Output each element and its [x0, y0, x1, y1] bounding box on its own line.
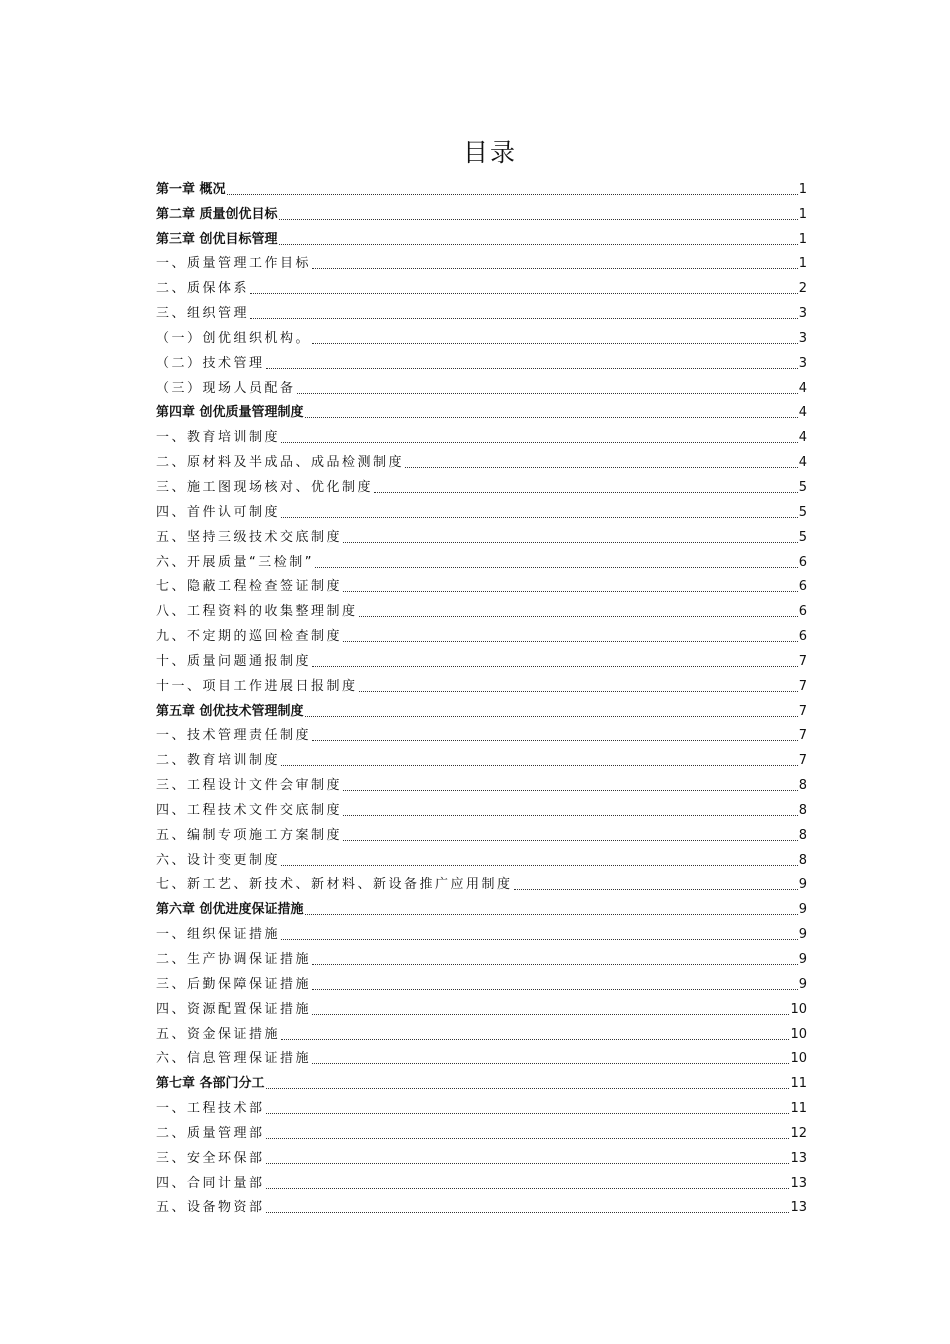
toc-chapter-entry[interactable] [156, 1068, 807, 1093]
toc-page-number: 12 [790, 1125, 807, 1141]
toc-entry-label: 第四章 创优质量管理制度 [156, 405, 304, 421]
toc-leader-dots [343, 839, 798, 841]
toc-leader-dots [312, 1013, 789, 1015]
toc-chapter-entry[interactable] [156, 174, 807, 199]
toc-section-entry[interactable] [156, 1143, 807, 1168]
toc-entry-label: 五、设备物资部 [156, 1200, 265, 1216]
toc-section-entry[interactable] [156, 621, 807, 646]
toc-section-entry[interactable] [156, 721, 807, 746]
toc-page-number: 3 [798, 330, 807, 346]
toc-section-entry[interactable] [156, 1044, 807, 1069]
toc-entry-label: 三、安全环保部 [156, 1150, 265, 1166]
toc-entry-label: 四、资源配置保证措施 [156, 1001, 312, 1017]
toc-section-entry[interactable] [156, 919, 807, 944]
toc-leader-dots [359, 690, 798, 692]
toc-leader-dots [281, 938, 798, 940]
toc-leader-dots [266, 367, 798, 369]
toc-page-number: 8 [798, 852, 807, 868]
toc-leader-dots [266, 1137, 790, 1139]
toc-section-entry[interactable] [156, 944, 807, 969]
toc-section-entry[interactable] [156, 298, 807, 323]
toc-leader-dots [279, 243, 798, 245]
toc-leader-dots [514, 888, 798, 890]
toc-entry-label: 一、教育培训制度 [156, 430, 281, 446]
toc-section-entry[interactable] [156, 1019, 807, 1044]
toc-leader-dots [266, 1112, 790, 1114]
toc-entry-label: 三、组织管理 [156, 306, 250, 322]
toc-leader-dots [305, 913, 798, 915]
toc-page-number: 4 [798, 455, 807, 471]
toc-page-number: 3 [798, 306, 807, 322]
toc-leader-dots [343, 789, 798, 791]
toc-entry-label: 六、设计变更制度 [156, 852, 281, 868]
toc-leader-dots [266, 1162, 790, 1164]
toc-page-number: 11 [790, 1076, 807, 1092]
toc-section-entry[interactable] [156, 646, 807, 671]
toc-page-number: 2 [798, 281, 807, 297]
toc-entry-label: （三）现场人员配备 [156, 380, 296, 396]
toc-leader-dots [279, 218, 798, 220]
toc-page-number: 8 [798, 802, 807, 818]
toc-section-entry[interactable] [156, 249, 807, 274]
toc-entry-label: （二）技术管理 [156, 355, 265, 371]
toc-leader-dots [266, 1087, 790, 1089]
toc-leader-dots [250, 292, 798, 294]
toc-page-number: 3 [798, 355, 807, 371]
toc-entry-label: 一、工程技术部 [156, 1101, 265, 1117]
toc-page-number: 7 [798, 703, 807, 719]
toc-page-number: 7 [798, 678, 807, 694]
toc-section-entry[interactable] [156, 1168, 807, 1193]
toc-entry-label: 十一、项目工作进展日报制度 [156, 678, 358, 694]
toc-page-number: 6 [798, 554, 807, 570]
toc-page-number: 4 [798, 430, 807, 446]
toc-page-number: 7 [798, 753, 807, 769]
toc-entry-label: 五、资金保证措施 [156, 1026, 281, 1042]
toc-page-number: 9 [798, 927, 807, 943]
toc-page-number: 8 [798, 827, 807, 843]
toc-section-entry[interactable] [156, 671, 807, 696]
toc-section-entry[interactable] [156, 522, 807, 547]
toc-section-entry[interactable] [156, 497, 807, 522]
toc-page-number: 4 [798, 405, 807, 421]
toc-section-entry[interactable] [156, 447, 807, 472]
toc-section-entry[interactable] [156, 969, 807, 994]
toc-page-number: 1 [798, 256, 807, 272]
toc-page-number: 9 [798, 877, 807, 893]
toc-entry-label: 三、施工图现场核对、优化制度 [156, 479, 374, 495]
toc-leader-dots [315, 566, 798, 568]
toc-entry-label: 四、首件认可制度 [156, 504, 281, 520]
toc-entry-label: 九、不定期的巡回检查制度 [156, 629, 343, 645]
toc-leader-dots [305, 416, 798, 418]
toc-leader-dots [281, 441, 798, 443]
toc-title: 目录 [462, 138, 517, 167]
toc-leader-dots [312, 1062, 789, 1064]
toc-section-entry[interactable] [156, 870, 807, 895]
toc-entry-label: 七、新工艺、新技术、新材料、新设备推广应用制度 [156, 877, 513, 893]
toc-page-number: 4 [798, 380, 807, 396]
toc-entry-label: 六、信息管理保证措施 [156, 1051, 312, 1067]
toc-entry-label: 八、工程资料的收集整理制度 [156, 604, 358, 620]
toc-leader-dots [359, 615, 798, 617]
toc-section-entry[interactable] [156, 323, 807, 348]
toc-entry-label: 一、组织保证措施 [156, 927, 281, 943]
toc-entry-label: 二、生产协调保证措施 [156, 952, 312, 967]
toc-leader-dots [312, 267, 798, 269]
toc-leader-dots [312, 739, 798, 741]
toc-section-entry[interactable] [156, 820, 807, 845]
toc-page-number: 10 [790, 1001, 807, 1017]
toc-section-entry[interactable] [156, 572, 807, 597]
toc-entry-label: 二、教育培训制度 [156, 753, 281, 769]
toc-chapter-entry[interactable] [156, 398, 807, 423]
toc-page-number: 11 [790, 1101, 807, 1117]
toc-page-number: 13 [790, 1200, 807, 1216]
toc-entry-label: （一）创优组织机构。 [156, 330, 312, 346]
toc-entry-label: 一、技术管理责任制度 [156, 728, 312, 744]
toc-entry-label: 二、质量管理部 [156, 1125, 265, 1141]
toc-leader-dots [266, 1211, 790, 1213]
toc-leader-dots [343, 814, 798, 816]
toc-section-entry[interactable] [156, 472, 807, 497]
toc-entry-label: 五、坚持三级技术交底制度 [156, 529, 343, 545]
toc-entry-label: 一、质量管理工作目标 [156, 256, 312, 272]
toc-entry-label: 第六章 创优进度保证措施 [156, 902, 304, 918]
toc-leader-dots [281, 864, 798, 866]
toc-chapter-entry[interactable] [156, 894, 807, 919]
toc-page-number: 10 [790, 1051, 807, 1067]
toc-leader-dots [305, 715, 798, 717]
toc-section-entry[interactable] [156, 770, 807, 795]
toc-page-number: 1 [798, 206, 807, 222]
toc-section-entry[interactable] [156, 1193, 807, 1218]
toc-entry-label: 三、工程设计文件会审制度 [156, 778, 343, 794]
toc-page-number: 13 [790, 1150, 807, 1166]
toc-page-number: 5 [798, 529, 807, 545]
toc-leader-dots [297, 392, 798, 394]
toc-entry-label: 五、编制专项施工方案制度 [156, 827, 343, 843]
toc-page-number: 7 [798, 728, 807, 744]
toc-entry-label: 二、质保体系 [156, 281, 250, 297]
toc-chapter-entry[interactable] [156, 696, 807, 721]
toc-section-entry[interactable] [156, 273, 807, 298]
toc-page-number: 10 [790, 1026, 807, 1042]
toc-page-number: 6 [798, 629, 807, 645]
toc-section-entry[interactable] [156, 994, 807, 1019]
toc-page-number: 7 [798, 653, 807, 669]
toc-leader-dots [266, 1187, 790, 1189]
toc-entry-label: 四、合同计量部 [156, 1175, 265, 1191]
toc-leader-dots [343, 590, 798, 592]
toc-entry-label: 七、隐蔽工程检查签证制度 [156, 579, 343, 595]
toc-section-entry[interactable] [156, 547, 807, 572]
toc-entry-label: 第五章 创优技术管理制度 [156, 703, 304, 719]
toc-section-entry[interactable] [156, 348, 807, 373]
toc-page-number: 1 [798, 231, 807, 247]
toc-chapter-entry[interactable] [156, 199, 807, 224]
toc-section-entry[interactable] [156, 1093, 807, 1118]
toc-page-number: 6 [798, 604, 807, 620]
toc-leader-dots [312, 665, 798, 667]
toc-leader-dots [343, 640, 798, 642]
toc-section-entry[interactable] [156, 422, 807, 447]
toc-section-entry[interactable] [156, 745, 807, 770]
table-of-contents [156, 174, 807, 1217]
toc-leader-dots [281, 764, 798, 766]
toc-page-number: 9 [798, 902, 807, 918]
toc-page-number: 6 [798, 579, 807, 595]
toc-leader-dots [312, 342, 798, 344]
toc-entry-label: 十、质量问题通报制度 [156, 653, 312, 669]
toc-page-number: 8 [798, 778, 807, 794]
toc-chapter-entry[interactable] [156, 224, 807, 249]
toc-page-number: 9 [798, 976, 807, 992]
toc-page-number: 5 [798, 504, 807, 520]
toc-entry-label: 第二章 质量创优目标 [156, 206, 278, 222]
toc-entry-label: 六、开展质量“三检制” [156, 554, 314, 570]
toc-page-number: 5 [798, 479, 807, 495]
toc-entry-label: 四、工程技术文件交底制度 [156, 802, 343, 818]
toc-leader-dots [312, 963, 798, 965]
toc-leader-dots [312, 988, 798, 990]
toc-section-entry[interactable] [156, 1118, 807, 1143]
toc-entry-label: 三、后勤保障保证措施 [156, 976, 312, 992]
toc-leader-dots [281, 1038, 789, 1040]
toc-section-entry[interactable] [156, 373, 807, 398]
toc-section-entry[interactable] [156, 596, 807, 621]
toc-leader-dots [281, 516, 798, 518]
toc-page-number: 9 [798, 952, 807, 967]
toc-page-number: 13 [790, 1175, 807, 1191]
toc-entry-label: 第一章 概况 [156, 181, 226, 197]
toc-section-entry[interactable] [156, 845, 807, 870]
toc-entry-label: 第七章 各部门分工 [156, 1076, 265, 1092]
toc-leader-dots [343, 541, 798, 543]
toc-leader-dots [250, 317, 798, 319]
toc-page-number: 1 [798, 181, 807, 197]
toc-leader-dots [374, 491, 798, 493]
toc-entry-label: 第三章 创优目标管理 [156, 231, 278, 247]
toc-entry-label: 二、原材料及半成品、成品检测制度 [156, 455, 405, 471]
toc-leader-dots [227, 193, 798, 195]
toc-section-entry[interactable] [156, 795, 807, 820]
toc-leader-dots [405, 466, 798, 468]
